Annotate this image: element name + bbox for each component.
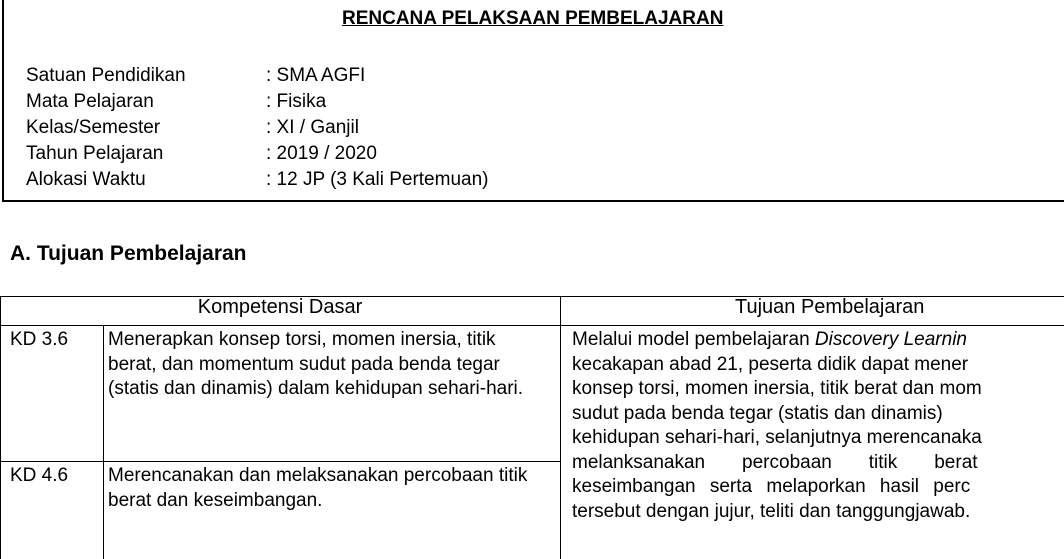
- tujuan-line: melanksanakan percobaan titik berat: [572, 451, 978, 473]
- info-label: Alokasi Waktu: [26, 169, 146, 190]
- table-left-border: [0, 296, 1, 559]
- info-value: : Fisika: [266, 91, 327, 112]
- kd-description: Merencanakan dan melaksanakan percobaan titik berat dan keseimbangan.: [108, 465, 528, 511]
- tujuan-line: konsep torsi, momen inersia, titik berat dan mom: [572, 378, 982, 399]
- info-value: : 12 JP (3 Kali Pertemuan): [266, 169, 489, 190]
- info-label: Satuan Pendidikan: [26, 65, 186, 86]
- kd-code: KD 4.6: [10, 465, 69, 486]
- kd-code: KD 3.6: [10, 329, 69, 350]
- tujuan-line: kecakapan abad 21, peserta didik dapat mener: [572, 353, 969, 375]
- header-tujuan-pembelajaran: Tujuan Pembelajaran: [735, 296, 925, 318]
- section-heading: A. Tujuan Pembelajaran: [10, 242, 247, 265]
- column-divider: [560, 296, 561, 559]
- tujuan-pembelajaran-table: [0, 294, 1064, 559]
- kd-description: Menerapkan konsep torsi, momen inersia, titik berat, dan momentum sudut pada benda tegar (statis dan dinamis) dalam kehidupan sehari-hari.: [108, 329, 524, 399]
- row-divider: [0, 461, 560, 462]
- header-kompetensi-dasar: Kompetensi Dasar: [197, 296, 363, 318]
- info-value: : SMA AGFI: [266, 65, 366, 86]
- tujuan-line: sudut pada benda tegar (statis dan dinamis): [572, 402, 943, 424]
- tujuan-line: Melalui model pembelajaran Discovery Learnin: [572, 329, 967, 350]
- code-column-divider: [103, 325, 104, 559]
- document-title: RENCANA PELAKSAAN PEMBELAJARAN: [342, 8, 724, 29]
- info-label: Kelas/Semester: [26, 117, 161, 138]
- info-label: Tahun Pelajaran: [26, 143, 164, 164]
- info-label: Mata Pelajaran: [26, 91, 154, 112]
- info-value: : 2019 / 2020: [266, 143, 377, 164]
- rpp-header-box: [2, 0, 1064, 202]
- info-value: : XI / Ganjil: [266, 117, 359, 138]
- tujuan-description: [572, 328, 1064, 524]
- tujuan-line: kehidupan sehari-hari, selanjutnya merencanaka: [572, 427, 982, 448]
- tujuan-line: tersebut dengan jujur, teliti dan tanggungjawab.: [572, 500, 971, 522]
- tujuan-line: keseimbangan serta melaporkan hasil perc: [572, 476, 971, 497]
- table-header-divider: [0, 325, 1064, 326]
